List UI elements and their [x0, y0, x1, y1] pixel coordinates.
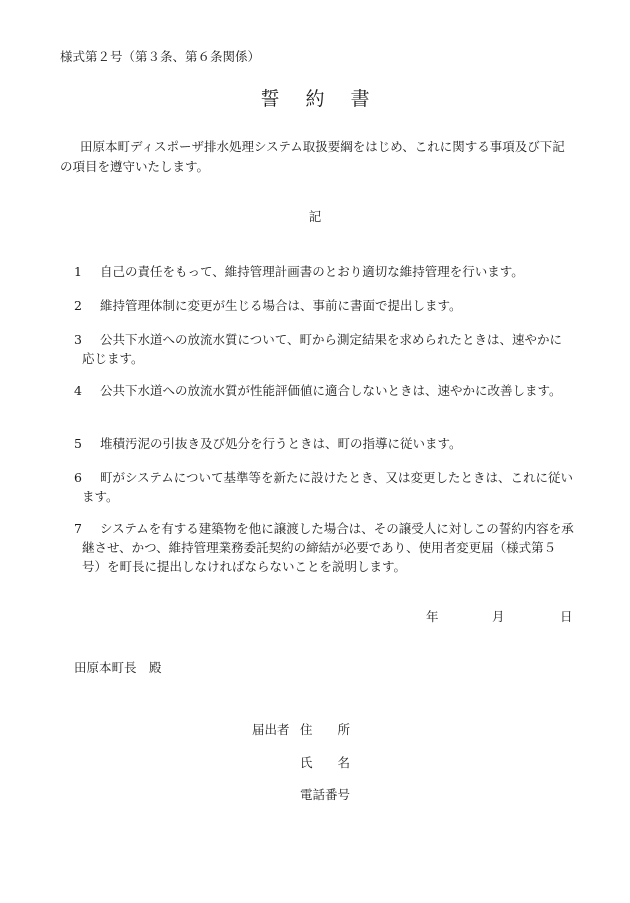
item-number: 2	[74, 298, 82, 313]
list-item	[74, 434, 574, 453]
list-item	[74, 330, 574, 368]
list-item	[74, 381, 574, 400]
item-number: 7	[74, 521, 82, 536]
address-field-label: 住 所	[300, 722, 351, 737]
date-year: 年	[426, 609, 439, 624]
item-number: 3	[74, 332, 82, 347]
item-text: 公共下水道への放流水質について、町から測定結果を求められたときは、速やかに応じます。	[82, 332, 563, 366]
item-number: 6	[74, 470, 82, 485]
item-text: 公共下水道への放流水質が性能評価値に適合しないときは、速やかに改善します。	[100, 383, 562, 398]
list-item	[74, 262, 574, 281]
list-item	[74, 296, 574, 315]
document-title: 誓約書	[260, 88, 396, 110]
list-item	[74, 519, 574, 576]
phone-field-label: 電話番号	[300, 787, 351, 802]
intro-paragraph: 田原本町ディスポーザ排水処理システム取扱要綱をはじめ、これに関する事項及び下記の項目を遵守いたします。	[60, 139, 565, 174]
addressee: 田原本町長 殿	[74, 660, 162, 675]
date-month: 月	[492, 609, 505, 624]
item-text: システムを有する建築物を他に譲渡した場合は、その譲受人に対しこの誓約内容を承継させ、かつ、維持管理業務委託契約の締結が必要であり、使用者変更届（様式第５号）を町長に提出しなければならないことを説明します。	[82, 521, 574, 574]
item-text: 自己の責任をもって、維持管理計画書のとおり適切な維持管理を行います。	[100, 264, 524, 279]
item-text: 維持管理体制に変更が生じる場合は、事前に書面で提出します。	[100, 298, 462, 313]
ki-heading: 記	[308, 209, 322, 224]
name-field-label: 氏 名	[300, 755, 351, 770]
item-number: 5	[74, 436, 82, 451]
list-item	[74, 468, 574, 506]
form-number: 様式第２号（第３条、第６条関係）	[60, 49, 261, 64]
item-text: 堆積汚泥の引抜き及び処分を行うときは、町の指導に従います。	[100, 436, 462, 451]
item-number: 1	[74, 264, 82, 279]
date-day: 日	[560, 609, 573, 624]
item-number: 4	[74, 383, 82, 398]
item-text: 町がシステムについて基準等を新たに設けたとき、又は変更したときは、これに従います。	[82, 470, 574, 504]
applicant-label: 届出者	[252, 722, 290, 737]
